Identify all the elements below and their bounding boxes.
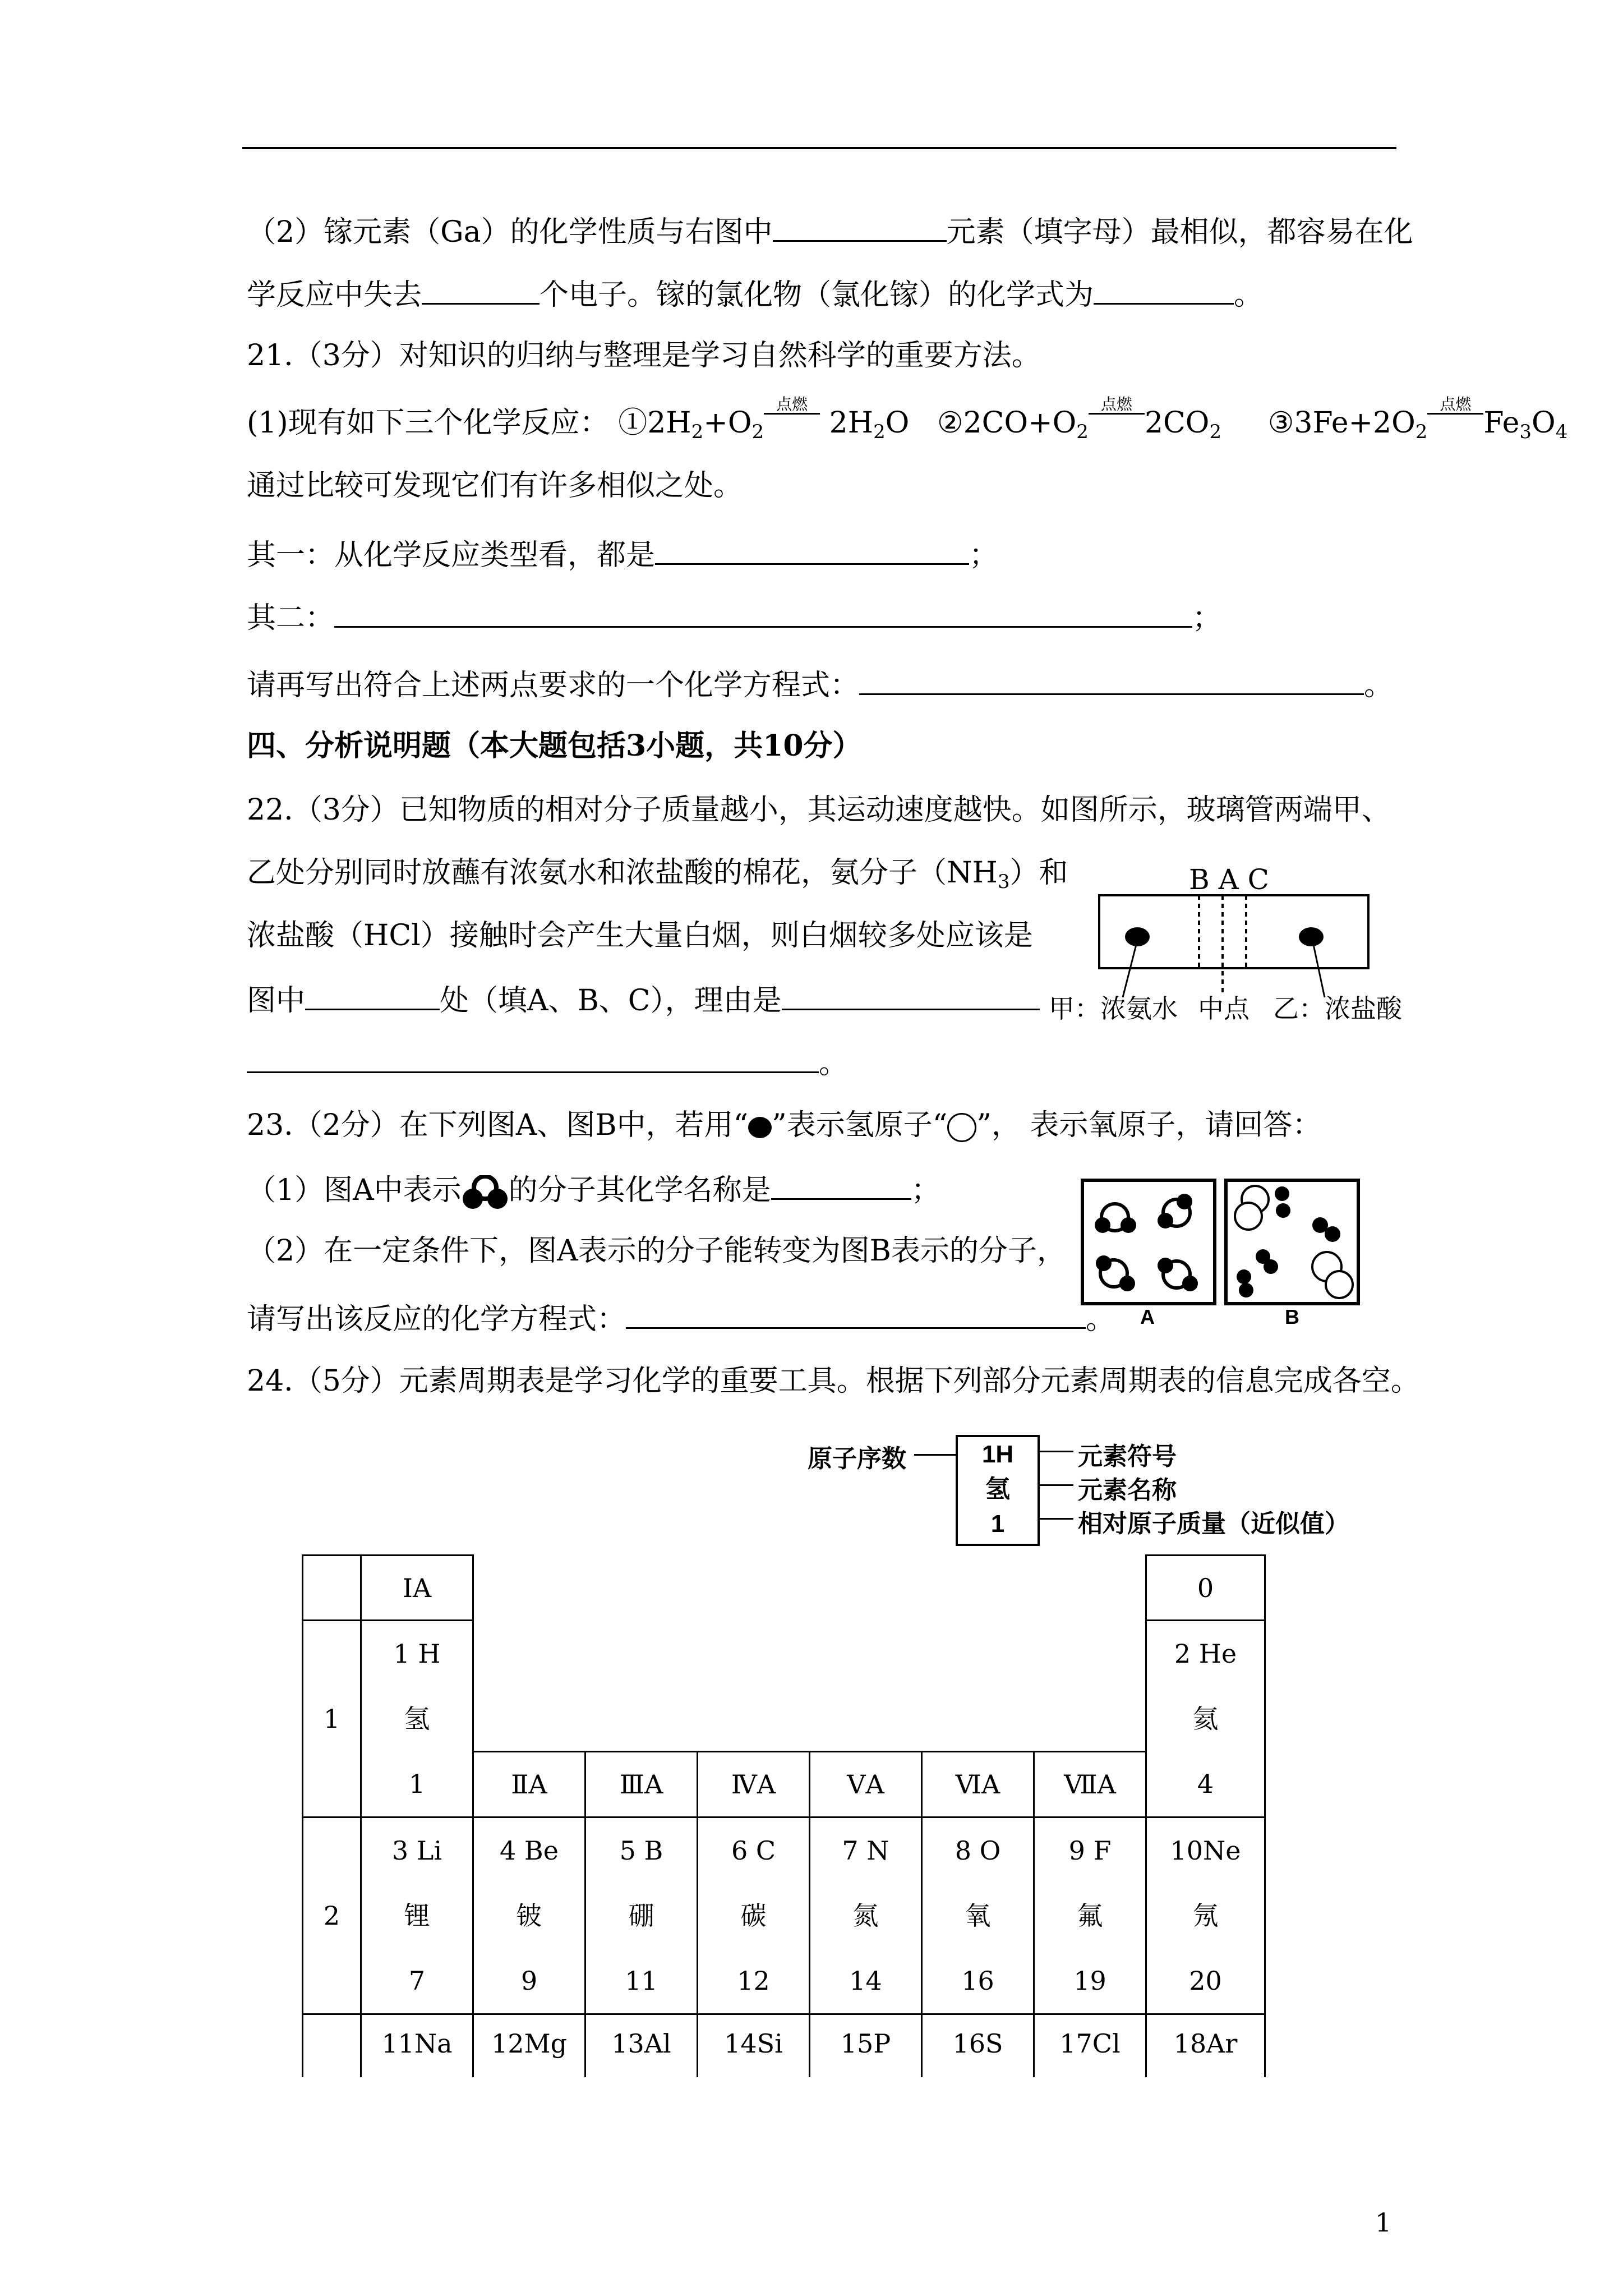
- reaction-condition: 点燃: [1089, 406, 1145, 440]
- element-cell-h: [361, 1621, 473, 1818]
- group-iva-header: ⅣA: [698, 1752, 810, 1818]
- element-top: 8 O: [955, 1835, 1001, 1866]
- element-top: 4 Be: [500, 1835, 559, 1866]
- answer-blank[interactable]: [771, 1171, 911, 1200]
- legend-cell: [956, 1435, 1040, 1546]
- answer-blank[interactable]: [334, 599, 1192, 628]
- group-via-header: ⅥA: [922, 1752, 1034, 1818]
- element-cell-mg: 12Mg: [473, 2014, 585, 2077]
- group-0-header: 0: [1146, 1556, 1265, 1621]
- element-cell-na: 11Na: [361, 2014, 473, 2077]
- group-viia-header: ⅦA: [1034, 1752, 1146, 1818]
- element-mid: 锂: [404, 1901, 430, 1931]
- legend-arrow-2: [1040, 1451, 1073, 1452]
- answer-blank[interactable]: [1094, 276, 1234, 305]
- element-mid: 氖: [1192, 1901, 1219, 1931]
- element-top: 3 Li: [391, 1835, 442, 1866]
- q23-line2: （1）图A中表示 的分子其化学名称是 ；: [247, 1171, 940, 1210]
- legend-mass: 相对原子质量（近似值）: [1078, 1510, 1349, 1538]
- element-mid: 氟: [1077, 1901, 1103, 1931]
- element-top: 5 B: [619, 1835, 663, 1866]
- q23-line3: （2）在一定条件下，图A表示的分子能转变为图B表示的分子，: [247, 1234, 1066, 1268]
- q24-title: 24.（5分）元素周期表是学习化学的重要工具。根据下列部分元素周期表的信息完成各空。: [247, 1364, 1420, 1398]
- element-bot: 12: [737, 1966, 770, 1996]
- element-bot: 14: [849, 1966, 882, 1996]
- legend-arrow-3: [1040, 1484, 1073, 1486]
- group-iia-header: ⅡA: [473, 1752, 585, 1818]
- legend-arrow-1: [914, 1454, 956, 1456]
- q20-line1: （2）镓元素（Ga）的化学性质与右图中 元素（填字母）最相似，都容易在化: [247, 213, 1413, 249]
- element-cell-li: [361, 1818, 473, 2014]
- fig-label-a: A: [1140, 1305, 1155, 1328]
- legend-name: 元素名称: [1078, 1476, 1177, 1504]
- legend-cell-mid: 氢: [985, 1475, 1010, 1503]
- element-mid: 碳: [740, 1901, 767, 1931]
- element-cell-o: [922, 1818, 1034, 2014]
- q22-line3: 浓盐酸（HCl）接触时会产生大量白烟，则白烟较多处应该是: [247, 919, 1033, 953]
- element-mid: 硼: [628, 1901, 654, 1931]
- element-he-top: 2 He: [1174, 1639, 1237, 1669]
- element-top: 9 F: [1068, 1835, 1112, 1866]
- reaction-condition: 点燃: [1427, 406, 1483, 440]
- element-cell-ne: [1146, 1818, 1265, 2014]
- reaction-condition: 点燃: [764, 406, 820, 440]
- answer-blank[interactable]: [422, 276, 540, 305]
- fig-label-b: B: [1285, 1305, 1299, 1328]
- q22-line2: 乙处分别同时放蘸有浓氨水和浓盐酸的棉花，氨分子$(NH_3)$和: [247, 856, 1068, 893]
- periodic-legend: [808, 1430, 1368, 1554]
- q21-write: 请再写出符合上述两点要求的一个化学方程式： 。: [247, 666, 1393, 702]
- element-h-top: 1 H: [393, 1639, 441, 1669]
- q21-two: 其二： ；: [247, 599, 1221, 635]
- section-heading: 四、分析说明题（本大题包括3小题，共10分）: [247, 729, 862, 763]
- element-top: 7 N: [842, 1835, 889, 1866]
- group-va-header: ⅤA: [810, 1752, 922, 1818]
- element-cell-c: [698, 1818, 810, 2014]
- element-mid: 氧: [965, 1901, 991, 1931]
- element-bot: 9: [520, 1966, 538, 1996]
- answer-blank[interactable]: [305, 982, 440, 1010]
- q23-line1: 23.（2分）在下列图A、图B中，若用“ ”表示氢原子“ ”， 表示氧原子，请回答：: [247, 1108, 1322, 1142]
- q21-compare: 通过比较可发现它们有许多相似之处。: [247, 469, 743, 503]
- molecule-figure: [1080, 1178, 1361, 1329]
- period-2-label: 2: [303, 1818, 361, 2014]
- element-cell-cl: 17Cl: [1034, 2014, 1146, 2077]
- legend-arrow-4: [1040, 1518, 1073, 1520]
- group-iiia-header: ⅢA: [585, 1752, 698, 1818]
- period-1-label: 1: [303, 1621, 361, 1818]
- q22-line4: 图中 处（填A、B、C），理由是: [247, 982, 1040, 1018]
- element-cell-al: 13Al: [585, 2014, 698, 2077]
- legend-symbol: 元素符号: [1078, 1443, 1177, 1470]
- element-bot: 11: [625, 1966, 658, 1996]
- element-cell-n: [810, 1818, 922, 2014]
- element-cell-f: [1034, 1818, 1146, 2014]
- element-cell-be: [473, 1818, 585, 2014]
- q21-reactions: (1)现有如下三个化学反应： $①2H_2+O_2$ 点燃 $2H_2O$ $②2CO+O_2$ 点燃 $2CO_2$ $③3Fe+2O_2$ 点燃 $Fe_3O_4$: [247, 395, 1568, 443]
- molecule-icon: [462, 1175, 509, 1210]
- element-bot: 16: [961, 1966, 994, 1996]
- element-h-bot: 1: [408, 1769, 426, 1799]
- q22-line5: 。: [247, 1045, 848, 1080]
- q21-title: 21.（3分）对知识的归纳与整理是学习自然科学的重要方法。: [247, 339, 1041, 372]
- element-cell-he: [1146, 1621, 1265, 1818]
- element-bot: 7: [408, 1966, 426, 1996]
- tube-diagram: [1054, 892, 1402, 999]
- element-cell-ar: 18Ar: [1146, 2014, 1265, 2077]
- answer-blank[interactable]: [782, 982, 1040, 1010]
- element-top: 10Ne: [1170, 1835, 1241, 1866]
- element-cell-si: 14Si: [698, 2014, 810, 2077]
- header-rule: [242, 147, 1396, 149]
- q23-line4: 请写出该反应的化学方程式： 。: [247, 1300, 1115, 1336]
- element-he-mid: 氦: [1192, 1704, 1219, 1734]
- q22-line1: 22.（3分）已知物质的相对分子质量越小，其运动速度越快。如图所示，玻璃管两端甲、: [247, 793, 1391, 827]
- element-cell-s: 16S: [922, 2014, 1034, 2077]
- fig-label-yi: 乙：浓盐酸: [1273, 993, 1402, 1024]
- answer-blank[interactable]: [247, 1045, 819, 1073]
- periodic-table: [302, 1554, 1266, 2077]
- answer-blank[interactable]: [859, 666, 1364, 695]
- period-3-label: [303, 2014, 361, 2077]
- answer-blank[interactable]: [626, 1300, 1086, 1329]
- q21-one: 其一：从化学反应类型看，都是 ；: [247, 536, 998, 572]
- hydrogen-atom-icon: [748, 1117, 772, 1138]
- element-cell-p: 15P: [810, 2014, 922, 2077]
- table-gap: [473, 1556, 1146, 1752]
- corner-cell: [303, 1556, 361, 1621]
- page-number: 1: [1375, 2207, 1392, 2238]
- element-mid: 铍: [516, 1901, 542, 1931]
- legend-cell-top: 1H: [981, 1441, 1014, 1468]
- oxygen-atom-icon: [947, 1113, 976, 1142]
- element-he-bot: 4: [1197, 1769, 1214, 1799]
- group-ia-header: ⅠA: [361, 1556, 473, 1621]
- fig-label-mid: 中点: [1198, 993, 1249, 1024]
- fig-label-jia: 甲：浓氨水: [1049, 993, 1178, 1024]
- element-top: 6 C: [731, 1835, 776, 1866]
- element-bot: 19: [1073, 1966, 1106, 1996]
- glass-tube-figure: [1049, 863, 1402, 1032]
- molecule-boxes: [1080, 1178, 1361, 1329]
- q20-line2: 学反应中失去 个电子。镓的氯化物（氯化镓）的化学式为 。: [247, 276, 1263, 312]
- legend-atomic-number: 原子序数: [808, 1445, 906, 1473]
- element-bot: 20: [1189, 1966, 1222, 1996]
- element-mid: 氮: [852, 1901, 879, 1931]
- answer-blank[interactable]: [655, 536, 969, 565]
- legend-cell-bot: 1: [990, 1510, 1005, 1538]
- answer-blank[interactable]: [773, 213, 947, 242]
- element-cell-b: [585, 1818, 698, 2014]
- element-h-mid: 氢: [404, 1704, 430, 1734]
- fig-label-bac: B A C: [1189, 863, 1269, 896]
